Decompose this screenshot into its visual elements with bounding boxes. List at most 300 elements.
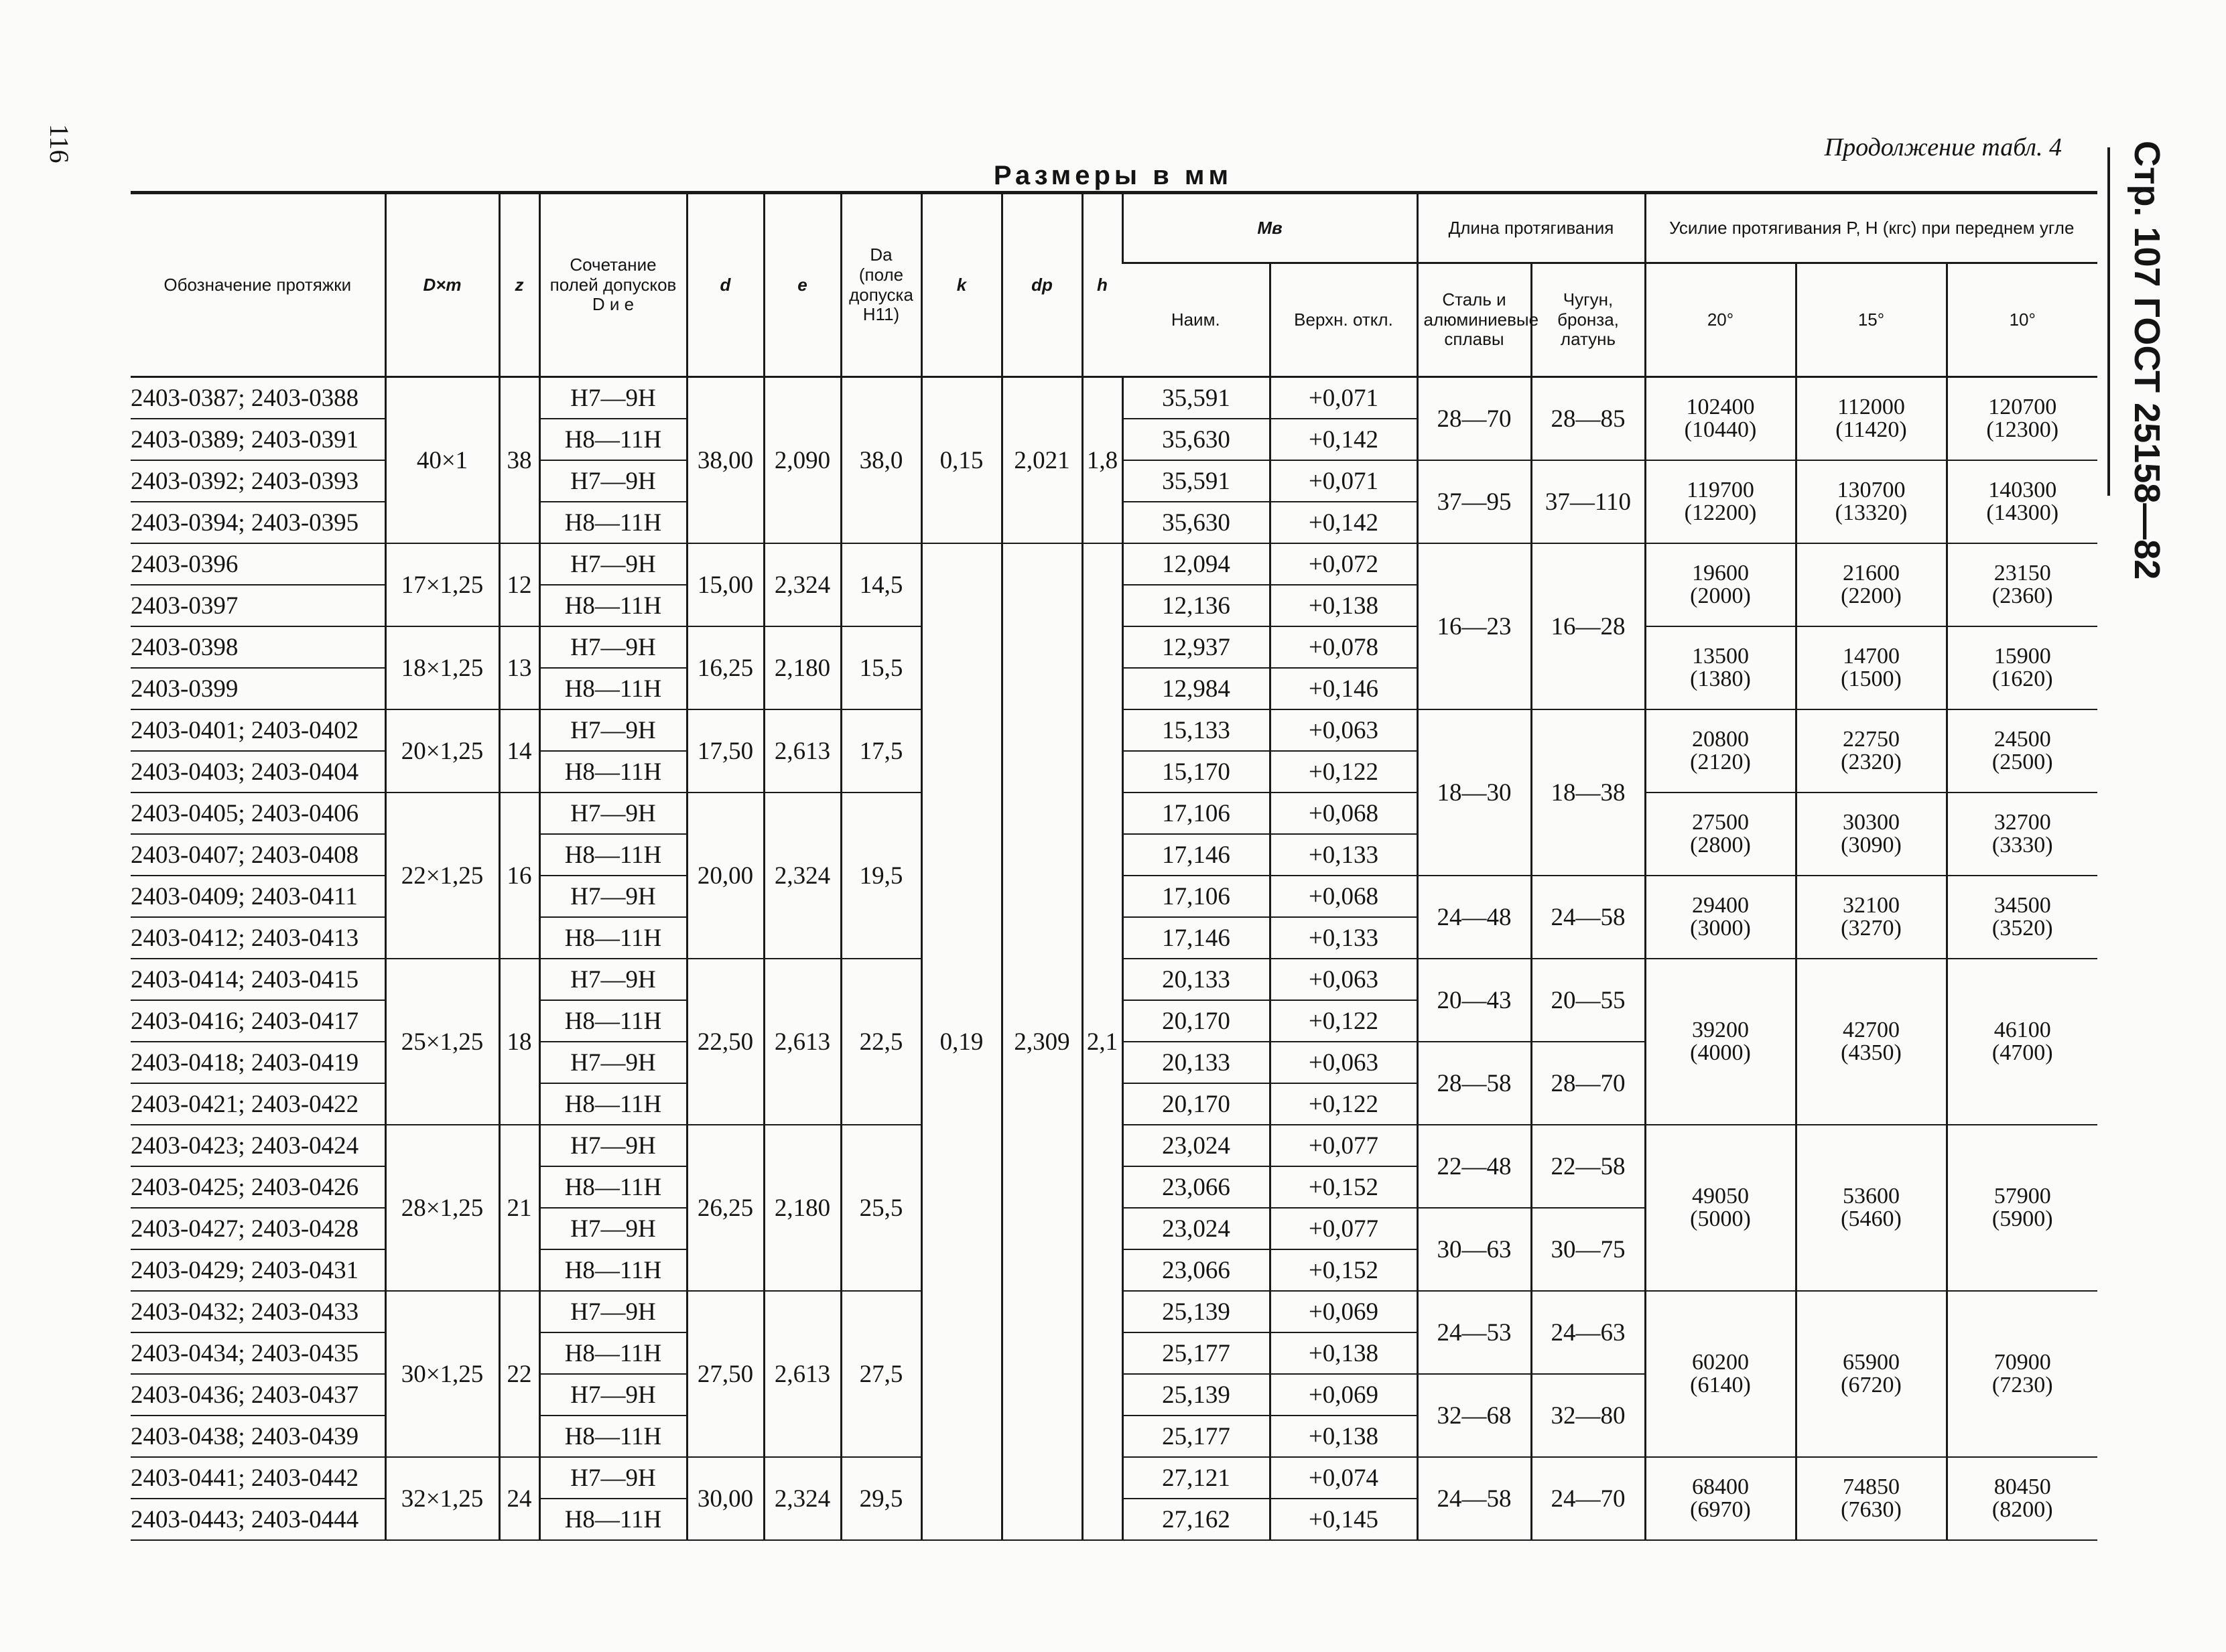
tolerance-cell: H8—11H <box>539 585 687 626</box>
length-steel-cell: 24—58 <box>1417 1457 1531 1540</box>
force-15-cell <box>1796 1457 1947 1540</box>
side-label <box>2111 141 2178 580</box>
designation-cell: 2403-0399 <box>131 668 385 709</box>
force-15-newton: 14700 <box>1843 644 1900 669</box>
mv-deviation-cell: +0,133 <box>1270 917 1417 959</box>
force-15-newton: 42700 <box>1843 1018 1900 1042</box>
mv-deviation-cell: +0,122 <box>1270 1000 1417 1042</box>
force-20-newton: 29400 <box>1692 893 1749 918</box>
force-20-kgf: (6140) <box>1690 1373 1751 1397</box>
length-iron-cell: 32—80 <box>1531 1374 1645 1457</box>
da-cell: 17,5 <box>841 709 921 793</box>
z-cell: 24 <box>499 1457 539 1540</box>
k-cell: 0,15 <box>921 377 1002 544</box>
mv-deviation-cell: +0,068 <box>1270 876 1417 917</box>
force-20-cell <box>1645 959 1796 1125</box>
force-20-newton: 20800 <box>1692 727 1749 752</box>
force-10-newton: 70900 <box>1993 1350 2051 1375</box>
force-15-cell <box>1796 876 1947 959</box>
designation-cell: 2403-0407; 2403-0408 <box>131 834 385 876</box>
tolerance-cell: H8—11H <box>539 751 687 793</box>
table-row <box>131 543 2097 585</box>
mv-deviation-cell: +0,152 <box>1270 1166 1417 1208</box>
mv-nominal-cell: 35,591 <box>1122 377 1270 419</box>
length-steel-cell: 24—48 <box>1417 876 1531 959</box>
force-20-cell <box>1645 1291 1796 1457</box>
tolerance-cell: H8—11H <box>539 917 687 959</box>
force-20-kgf: (2120) <box>1690 750 1751 774</box>
mv-nominal-cell: 25,139 <box>1122 1291 1270 1332</box>
header-dxm: D×m <box>385 193 499 377</box>
header-designation: Обозначение протяжки <box>131 193 385 377</box>
da-cell: 25,5 <box>841 1125 921 1291</box>
header-e: e <box>764 193 841 377</box>
designation-cell: 2403-0414; 2403-0415 <box>131 959 385 1000</box>
mv-deviation-cell: +0,069 <box>1270 1374 1417 1416</box>
force-10-cell <box>1947 543 2097 626</box>
mv-deviation-cell: +0,071 <box>1270 377 1417 419</box>
mv-nominal-cell: 20,133 <box>1122 1042 1270 1083</box>
force-15-newton: 65900 <box>1843 1350 1900 1375</box>
force-20-kgf: (2800) <box>1690 833 1751 857</box>
header-force-20: 20° <box>1645 263 1796 377</box>
mv-nominal-cell: 12,984 <box>1122 668 1270 709</box>
d-cell: 15,00 <box>687 543 764 626</box>
designation-cell: 2403-0441; 2403-0442 <box>131 1457 385 1499</box>
side-rule <box>2107 147 2110 496</box>
force-20-cell <box>1645 460 1796 543</box>
e-cell: 2,324 <box>764 1457 841 1540</box>
force-15-cell <box>1796 1125 1947 1291</box>
mv-nominal-cell: 20,133 <box>1122 959 1270 1000</box>
e-cell: 2,613 <box>764 1291 841 1457</box>
force-10-newton: 23150 <box>1993 561 2051 586</box>
tolerance-cell: H8—11H <box>539 1249 687 1291</box>
force-15-cell <box>1796 460 1947 543</box>
force-15-kgf: (2200) <box>1841 583 1902 608</box>
mv-nominal-cell: 27,121 <box>1122 1457 1270 1499</box>
force-15-newton: 74850 <box>1843 1474 1900 1499</box>
h-cell: 2,1 <box>1082 543 1122 1540</box>
force-20-kgf: (4000) <box>1690 1040 1751 1065</box>
force-10-cell <box>1947 460 2097 543</box>
force-10-kgf: (3330) <box>1991 833 2053 857</box>
standard-reference: Стр. 107 ГОСТ 25158—82 <box>2127 141 2167 580</box>
force-20-cell <box>1645 1125 1796 1291</box>
dxm-cell: 17×1,25 <box>385 543 499 626</box>
mv-nominal-cell: 20,170 <box>1122 1000 1270 1042</box>
force-10-cell <box>1947 626 2097 709</box>
tolerance-cell: H8—11H <box>539 668 687 709</box>
force-10-cell <box>1947 1125 2097 1291</box>
mv-nominal-cell: 27,162 <box>1122 1499 1270 1540</box>
da-cell: 14,5 <box>841 543 921 626</box>
mv-deviation-cell: +0,071 <box>1270 460 1417 502</box>
mv-nominal-cell: 25,177 <box>1122 1332 1270 1374</box>
da-cell: 15,5 <box>841 626 921 709</box>
header-k: k <box>921 193 1002 377</box>
mv-nominal-cell: 23,024 <box>1122 1208 1270 1249</box>
force-20-kgf: (6970) <box>1690 1497 1751 1522</box>
tolerance-cell: H7—9H <box>539 1125 687 1166</box>
force-20-newton: 60200 <box>1692 1350 1749 1375</box>
d-cell: 38,00 <box>687 377 764 544</box>
mv-nominal-cell: 17,106 <box>1122 876 1270 917</box>
tolerance-cell: H7—9H <box>539 1291 687 1332</box>
d-cell: 17,50 <box>687 709 764 793</box>
h-cell: 1,8 <box>1082 377 1122 544</box>
d-cell: 20,00 <box>687 793 764 959</box>
e-cell: 2,613 <box>764 709 841 793</box>
d-cell: 16,25 <box>687 626 764 709</box>
header-force: Усилие протягивания P, Н (кгс) при переднем угле <box>1645 193 2097 263</box>
designation-cell: 2403-0427; 2403-0428 <box>131 1208 385 1249</box>
mv-deviation-cell: +0,138 <box>1270 585 1417 626</box>
designation-cell: 2403-0392; 2403-0393 <box>131 460 385 502</box>
z-cell: 18 <box>499 959 539 1125</box>
mv-nominal-cell: 25,139 <box>1122 1374 1270 1416</box>
mv-nominal-cell: 23,066 <box>1122 1166 1270 1208</box>
force-15-newton: 112000 <box>1837 395 1905 419</box>
force-20-newton: 49050 <box>1692 1184 1749 1209</box>
da-cell: 19,5 <box>841 793 921 959</box>
tolerance-cell: H8—11H <box>539 502 687 543</box>
designation-cell: 2403-0401; 2403-0402 <box>131 709 385 751</box>
z-cell: 12 <box>499 543 539 626</box>
force-10-cell <box>1947 1457 2097 1540</box>
z-cell: 16 <box>499 793 539 959</box>
force-10-kgf: (2360) <box>1991 583 2053 608</box>
length-iron-cell: 18—38 <box>1531 709 1645 876</box>
mv-nominal-cell: 20,170 <box>1122 1083 1270 1125</box>
length-iron-cell: 30—75 <box>1531 1208 1645 1291</box>
force-15-newton: 30300 <box>1843 810 1900 835</box>
force-20-kgf: (1380) <box>1690 667 1751 691</box>
mv-nominal-cell: 23,066 <box>1122 1249 1270 1291</box>
force-15-newton: 130700 <box>1837 478 1906 502</box>
header-len-iron: Чугун, бронза, латунь <box>1531 263 1645 377</box>
header-force-10: 10° <box>1947 263 2097 377</box>
length-steel-cell: 37—95 <box>1417 460 1531 543</box>
dxm-cell: 30×1,25 <box>385 1291 499 1457</box>
mv-deviation-cell: +0,078 <box>1270 626 1417 668</box>
header-da: Da (поле допуска H11) <box>841 193 921 377</box>
tolerance-cell: H8—11H <box>539 419 687 460</box>
mv-nominal-cell: 17,106 <box>1122 793 1270 834</box>
force-10-kgf: (1620) <box>1991 667 2053 691</box>
length-steel-cell: 16—23 <box>1417 543 1531 709</box>
force-10-kgf: (14300) <box>1986 500 2059 525</box>
units-caption: Размеры в мм <box>993 161 1233 190</box>
force-15-newton: 53600 <box>1843 1184 1900 1209</box>
z-cell: 13 <box>499 626 539 709</box>
tolerance-cell: H7—9H <box>539 377 687 419</box>
force-10-cell <box>1947 876 2097 959</box>
mv-deviation-cell: +0,063 <box>1270 709 1417 751</box>
force-15-newton: 21600 <box>1843 561 1900 586</box>
designation-cell: 2403-0432; 2403-0433 <box>131 1291 385 1332</box>
force-10-kgf: (5900) <box>1991 1207 2053 1231</box>
force-20-newton: 27500 <box>1692 810 1749 835</box>
dxm-cell: 28×1,25 <box>385 1125 499 1291</box>
table-continuation-label: Продолжение табл. 4 <box>1824 133 2062 161</box>
designation-cell: 2403-0412; 2403-0413 <box>131 917 385 959</box>
tolerance-cell: H7—9H <box>539 1457 687 1499</box>
designation-cell: 2403-0434; 2403-0435 <box>131 1332 385 1374</box>
e-cell: 2,180 <box>764 626 841 709</box>
designation-cell: 2403-0418; 2403-0419 <box>131 1042 385 1083</box>
designation-cell: 2403-0416; 2403-0417 <box>131 1000 385 1042</box>
z-cell: 21 <box>499 1125 539 1291</box>
designation-cell: 2403-0398 <box>131 626 385 668</box>
mv-nominal-cell: 12,094 <box>1122 543 1270 585</box>
force-20-newton: 119700 <box>1687 478 1754 502</box>
force-20-cell <box>1645 876 1796 959</box>
mv-deviation-cell: +0,077 <box>1270 1125 1417 1166</box>
k-cell: 0,19 <box>921 543 1002 1540</box>
designation-cell: 2403-0409; 2403-0411 <box>131 876 385 917</box>
broach-dimensions-table <box>131 191 2097 1541</box>
mv-deviation-cell: +0,068 <box>1270 793 1417 834</box>
length-steel-cell: 32—68 <box>1417 1374 1531 1457</box>
designation-cell: 2403-0423; 2403-0424 <box>131 1125 385 1166</box>
force-15-kgf: (3270) <box>1841 916 1902 941</box>
dp-cell: 2,309 <box>1002 543 1082 1540</box>
mv-nominal-cell: 15,170 <box>1122 751 1270 793</box>
header-length: Длина протягивания <box>1417 193 1645 263</box>
e-cell: 2,090 <box>764 377 841 544</box>
force-10-newton: 57900 <box>1993 1184 2051 1209</box>
length-iron-cell: 28—70 <box>1531 1042 1645 1125</box>
force-15-kgf: (2320) <box>1841 750 1902 774</box>
force-20-cell <box>1645 543 1796 626</box>
d-cell: 30,00 <box>687 1457 764 1540</box>
header-mv-nom: Наим. <box>1122 263 1270 377</box>
force-10-cell <box>1947 1291 2097 1457</box>
tolerance-cell: H7—9H <box>539 793 687 834</box>
tolerance-cell: H8—11H <box>539 1166 687 1208</box>
tolerance-cell: H7—9H <box>539 876 687 917</box>
force-20-newton: 68400 <box>1692 1474 1749 1499</box>
header-len-steel: Сталь и алюминиевые сплавы <box>1417 263 1531 377</box>
mv-nominal-cell: 35,591 <box>1122 460 1270 502</box>
force-20-kgf: (12200) <box>1684 500 1757 525</box>
tolerance-cell: H7—9H <box>539 626 687 668</box>
force-20-cell <box>1645 793 1796 876</box>
force-15-kgf: (3090) <box>1841 833 1902 857</box>
force-15-cell <box>1796 1291 1947 1457</box>
dxm-cell: 32×1,25 <box>385 1457 499 1540</box>
force-10-newton: 140300 <box>1988 478 2057 502</box>
length-steel-cell: 28—70 <box>1417 377 1531 461</box>
table-body <box>131 377 2097 1541</box>
designation-cell: 2403-0425; 2403-0426 <box>131 1166 385 1208</box>
force-15-newton: 32100 <box>1843 893 1900 918</box>
mv-nominal-cell: 17,146 <box>1122 834 1270 876</box>
dxm-cell: 18×1,25 <box>385 626 499 709</box>
force-20-kgf: (10440) <box>1684 417 1757 442</box>
force-20-kgf: (3000) <box>1690 916 1751 941</box>
da-cell: 22,5 <box>841 959 921 1125</box>
mv-deviation-cell: +0,069 <box>1270 1291 1417 1332</box>
designation-cell: 2403-0396 <box>131 543 385 585</box>
header-dp: dp <box>1002 193 1082 377</box>
length-steel-cell: 24—53 <box>1417 1291 1531 1374</box>
tolerance-cell: H7—9H <box>539 1208 687 1249</box>
mv-deviation-cell: +0,072 <box>1270 543 1417 585</box>
designation-cell: 2403-0394; 2403-0395 <box>131 502 385 543</box>
mv-deviation-cell: +0,142 <box>1270 419 1417 460</box>
force-15-cell <box>1796 543 1947 626</box>
length-steel-cell: 18—30 <box>1417 709 1531 876</box>
force-15-kgf: (5460) <box>1841 1207 1902 1231</box>
mv-deviation-cell: +0,063 <box>1270 1042 1417 1083</box>
tolerance-cell: H7—9H <box>539 709 687 751</box>
mv-deviation-cell: +0,152 <box>1270 1249 1417 1291</box>
z-cell: 38 <box>499 377 539 544</box>
designation-cell: 2403-0421; 2403-0422 <box>131 1083 385 1125</box>
mv-deviation-cell: +0,133 <box>1270 834 1417 876</box>
z-cell: 22 <box>499 1291 539 1457</box>
d-cell: 22,50 <box>687 959 764 1125</box>
force-10-kgf: (2500) <box>1991 750 2053 774</box>
tolerance-cell: H7—9H <box>539 1042 687 1083</box>
force-20-cell <box>1645 709 1796 793</box>
force-15-cell <box>1796 959 1947 1125</box>
e-cell: 2,324 <box>764 543 841 626</box>
header-mv-dev: Верхн. откл. <box>1270 263 1417 377</box>
force-15-kgf: (11420) <box>1835 417 1907 442</box>
mv-nominal-cell: 35,630 <box>1122 502 1270 543</box>
header-tolerance: Сочетание полей допусков D и e <box>539 193 687 377</box>
length-steel-cell: 30—63 <box>1417 1208 1531 1291</box>
mv-deviation-cell: +0,142 <box>1270 502 1417 543</box>
mv-deviation-cell: +0,146 <box>1270 668 1417 709</box>
length-iron-cell: 24—70 <box>1531 1457 1645 1540</box>
mv-nominal-cell: 35,630 <box>1122 419 1270 460</box>
length-iron-cell: 16—28 <box>1531 543 1645 709</box>
designation-cell: 2403-0405; 2403-0406 <box>131 793 385 834</box>
da-cell: 27,5 <box>841 1291 921 1457</box>
force-20-cell <box>1645 626 1796 709</box>
header-h: h <box>1082 193 1122 377</box>
length-iron-cell: 28—85 <box>1531 377 1645 461</box>
mv-deviation-cell: +0,122 <box>1270 1083 1417 1125</box>
tolerance-cell: H8—11H <box>539 1000 687 1042</box>
header-mv: Mв <box>1122 193 1417 263</box>
tolerance-cell: H8—11H <box>539 1499 687 1540</box>
mv-deviation-cell: +0,122 <box>1270 751 1417 793</box>
dp-cell: 2,021 <box>1002 377 1082 544</box>
force-10-newton: 34500 <box>1993 893 2051 918</box>
mv-deviation-cell: +0,145 <box>1270 1499 1417 1540</box>
designation-cell: 2403-0429; 2403-0431 <box>131 1249 385 1291</box>
mv-nominal-cell: 17,146 <box>1122 917 1270 959</box>
length-steel-cell: 22—48 <box>1417 1125 1531 1208</box>
e-cell: 2,613 <box>764 959 841 1125</box>
designation-cell: 2403-0438; 2403-0439 <box>131 1416 385 1457</box>
header-force-15: 15° <box>1796 263 1947 377</box>
force-15-kgf: (4350) <box>1841 1040 1902 1065</box>
mv-deviation-cell: +0,138 <box>1270 1332 1417 1374</box>
tolerance-cell: H7—9H <box>539 543 687 585</box>
force-15-cell <box>1796 626 1947 709</box>
designation-cell: 2403-0389; 2403-0391 <box>131 419 385 460</box>
force-20-newton: 19600 <box>1692 561 1749 586</box>
dxm-cell: 25×1,25 <box>385 959 499 1125</box>
mv-nominal-cell: 23,024 <box>1122 1125 1270 1166</box>
force-15-newton: 22750 <box>1843 727 1900 752</box>
force-15-kgf: (1500) <box>1841 667 1902 691</box>
force-10-newton: 80450 <box>1993 1474 2051 1499</box>
mv-deviation-cell: +0,077 <box>1270 1208 1417 1249</box>
table-row <box>131 377 2097 419</box>
force-10-kgf: (3520) <box>1991 916 2053 941</box>
force-10-cell <box>1947 793 2097 876</box>
tolerance-cell: H7—9H <box>539 460 687 502</box>
length-iron-cell: 24—58 <box>1531 876 1645 959</box>
designation-cell: 2403-0443; 2403-0444 <box>131 1499 385 1540</box>
length-steel-cell: 20—43 <box>1417 959 1531 1042</box>
designation-cell: 2403-0436; 2403-0437 <box>131 1374 385 1416</box>
tolerance-cell: H8—11H <box>539 834 687 876</box>
e-cell: 2,180 <box>764 1125 841 1291</box>
mv-deviation-cell: +0,074 <box>1270 1457 1417 1499</box>
force-15-cell <box>1796 377 1947 461</box>
length-iron-cell: 22—58 <box>1531 1125 1645 1208</box>
force-10-cell <box>1947 959 2097 1125</box>
d-cell: 26,25 <box>687 1125 764 1291</box>
length-iron-cell: 37—110 <box>1531 460 1645 543</box>
force-10-newton: 46100 <box>1993 1018 2051 1042</box>
force-20-newton: 13500 <box>1692 644 1749 669</box>
force-10-cell <box>1947 377 2097 461</box>
dxm-cell: 40×1 <box>385 377 499 544</box>
tolerance-cell: H7—9H <box>539 1374 687 1416</box>
force-15-cell <box>1796 793 1947 876</box>
tolerance-cell: H8—11H <box>539 1332 687 1374</box>
header-z: z <box>499 193 539 377</box>
force-20-kgf: (5000) <box>1690 1207 1751 1231</box>
force-10-kgf: (12300) <box>1986 417 2059 442</box>
mv-deviation-cell: +0,063 <box>1270 959 1417 1000</box>
force-10-kgf: (7230) <box>1991 1373 2053 1397</box>
da-cell: 38,0 <box>841 377 921 544</box>
length-iron-cell: 24—63 <box>1531 1291 1645 1374</box>
force-10-newton: 120700 <box>1988 395 2057 419</box>
force-10-cell <box>1947 709 2097 793</box>
force-10-newton: 24500 <box>1993 727 2051 752</box>
mv-nominal-cell: 15,133 <box>1122 709 1270 751</box>
force-20-newton: 39200 <box>1692 1018 1749 1042</box>
mv-nominal-cell: 25,177 <box>1122 1416 1270 1457</box>
force-10-newton: 32700 <box>1993 810 2051 835</box>
designation-cell: 2403-0397 <box>131 585 385 626</box>
force-10-newton: 15900 <box>1993 644 2051 669</box>
force-15-kgf: (13320) <box>1835 500 1908 525</box>
da-cell: 29,5 <box>841 1457 921 1540</box>
page-number: 116 <box>44 124 74 163</box>
designation-cell: 2403-0403; 2403-0404 <box>131 751 385 793</box>
tolerance-cell: H7—9H <box>539 959 687 1000</box>
force-20-cell <box>1645 377 1796 461</box>
designation-cell: 2403-0387; 2403-0388 <box>131 377 385 419</box>
tolerance-cell: H8—11H <box>539 1416 687 1457</box>
e-cell: 2,324 <box>764 793 841 959</box>
force-20-cell <box>1645 1457 1796 1540</box>
force-10-kgf: (4700) <box>1991 1040 2053 1065</box>
force-15-kgf: (7630) <box>1841 1497 1902 1522</box>
